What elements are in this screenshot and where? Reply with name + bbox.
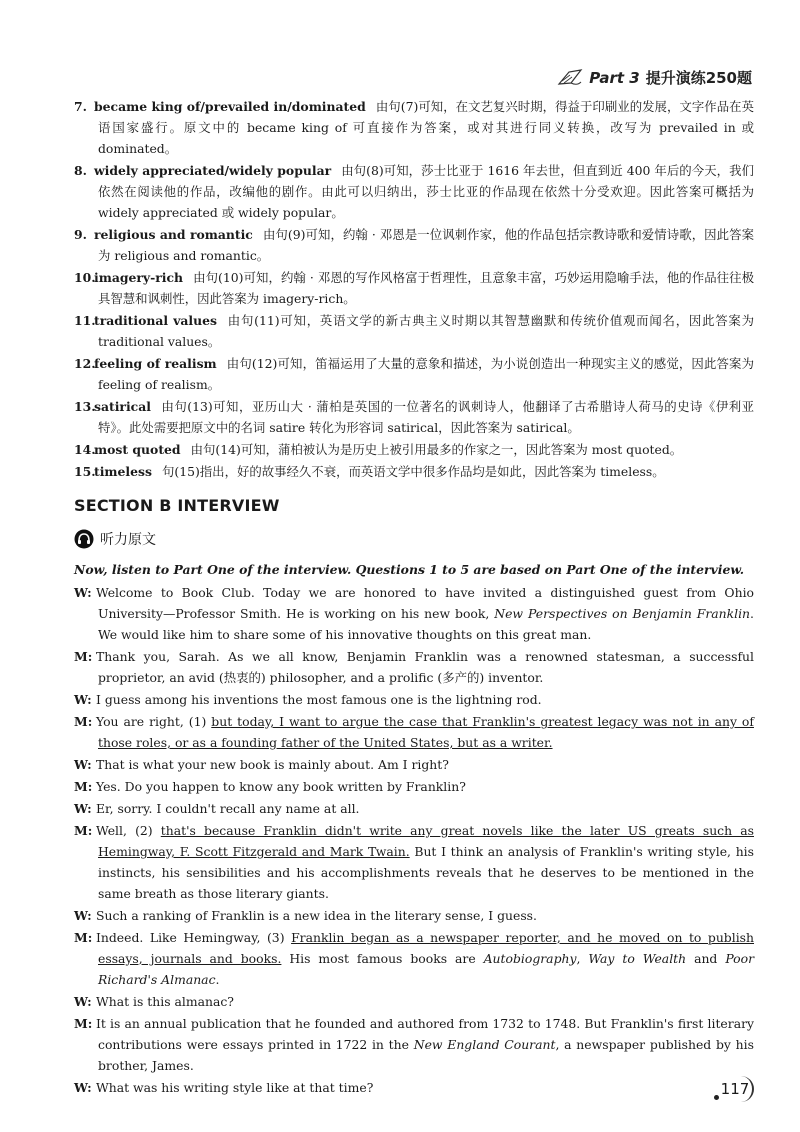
dialogue-line bbox=[74, 1013, 754, 1076]
speaker-label: M: bbox=[74, 930, 93, 945]
dialogue-text: Er, sorry. I couldn't recall any name at all. bbox=[96, 801, 360, 816]
answer-item bbox=[74, 96, 754, 159]
dialogue-line bbox=[74, 754, 754, 775]
answer-item bbox=[74, 267, 754, 309]
speaker-label: W: bbox=[74, 757, 92, 772]
page-header bbox=[557, 66, 752, 88]
answer-key: imagery-rich bbox=[94, 270, 184, 285]
dialogue-line bbox=[74, 927, 754, 990]
page-number-text: 117 bbox=[720, 1080, 750, 1098]
dialogue-line bbox=[74, 689, 754, 710]
dialogue-text: That is what your new book is mainly about. Am I right? bbox=[96, 757, 449, 772]
dialogue-text: Yes. Do you happen to know any book written by Franklin? bbox=[96, 779, 466, 794]
answer-number: 12. bbox=[74, 356, 96, 371]
dialogue-text: I guess among his inventions the most famous one is the lightning rod. bbox=[96, 692, 542, 707]
header-title-text: 提升演练250题 bbox=[645, 68, 752, 87]
dialogue-text: It is an annual publication that he founded and authored from 1732 to 1748. But Franklin's first literary contributions were essays printed in 1722 in the bbox=[96, 1016, 754, 1052]
dialogue-text: Welcome to Book Club. Today we are honored to have invited a distinguished guest from Ohio University—Professor Smith. He is working on his new book, bbox=[96, 585, 754, 621]
book-title: Poor Richard's Almanac bbox=[98, 951, 754, 987]
dialogue-text: Thank you, Sarah. As we all know, Benjamin Franklin was a renowned statesman, a successful proprietor, an avid (热衷的) philosopher, and a prolific (多产的) inventor. bbox=[96, 649, 754, 685]
answer-explanation: 由句(8)可知，莎士比亚于 1616 年去世，但直到近 400 年后的今天，我们依然在阅读他的作品，改编他的剧作。由此可以归纳出，莎士比亚的作品现在依然十分受欢迎。因此答案可概括为 widely appreciated 或 widely popular。 bbox=[98, 163, 754, 220]
dialogue-text: Such a ranking of Franklin is a new idea in the literary sense, I guess. bbox=[96, 908, 537, 923]
answer-explanation: 由句(12)可知，笛福运用了大量的意象和描述，为小说创造出一种现实主义的感觉，因此答案为 feeling of realism。 bbox=[98, 356, 754, 392]
instruction-text: Now, listen to Part One of the interview. Questions 1 to 5 are based on Part One of the interview. bbox=[74, 562, 745, 577]
answer-key: traditional values bbox=[94, 313, 217, 328]
dialogue-text: But I think an analysis of Franklin's writing style, his instincts, his sensibilities and his accomplishments reveals that he deserves to be mentioned in the same breath as those literary giants. bbox=[98, 844, 754, 901]
book-title: Autobiography bbox=[483, 951, 577, 966]
dialogue-line bbox=[74, 905, 754, 926]
headphones-icon bbox=[74, 529, 94, 549]
answer-item bbox=[74, 439, 754, 460]
answer-explanation: 由句(7)可知，在文艺复兴时期，得益于印刷业的发展，文字作品在英语国家盛行。原文中的 became king of 可直接作为答案，或对其进行同义转换，改写为 prevailed in 或 dominated。 bbox=[98, 99, 754, 156]
answer-item bbox=[74, 310, 754, 352]
speaker-label: W: bbox=[74, 692, 92, 707]
dialogue-line bbox=[74, 798, 754, 819]
dialogue-line bbox=[74, 711, 754, 753]
speaker-label: M: bbox=[74, 649, 93, 664]
speaker-label: W: bbox=[74, 585, 92, 600]
answer-key: became king of/prevailed in/dominated bbox=[94, 99, 366, 114]
dialogue-text: Well, (2) bbox=[96, 823, 161, 838]
answer-item bbox=[74, 396, 754, 438]
answer-item bbox=[74, 224, 754, 266]
speaker-label: W: bbox=[74, 994, 92, 1009]
answer-key: widely appreciated/widely popular bbox=[94, 163, 332, 178]
speaker-label: M: bbox=[74, 714, 93, 729]
answer-number: 11. bbox=[74, 313, 96, 328]
answer-number: 13. bbox=[74, 399, 96, 414]
transcript-heading bbox=[74, 529, 754, 549]
answer-item bbox=[74, 160, 754, 223]
header-part: Part 3 bbox=[589, 68, 640, 87]
answer-number: 8. bbox=[74, 163, 87, 178]
answer-explanation: 由句(10)可知，约翰 · 邓恩的写作风格富于哲理性，且意象丰富，巧妙运用隐喻手法，他的作品往往极具智慧和讽刺性，因此答案为 imagery-rich。 bbox=[98, 270, 754, 306]
speaker-label: W: bbox=[74, 801, 92, 816]
underlined-answer: but today, I want to argue the case that Franklin's greatest legacy was not in any of those roles, or as a founding father of the United States, but as a writer. bbox=[98, 714, 754, 750]
answer-key: most quoted bbox=[94, 442, 181, 457]
underlined-answer: that's because Franklin didn't write any great novels like the later US greats such as Hemingway, F. Scott Fitzgerald and Mark Twain. bbox=[98, 823, 754, 859]
header-title bbox=[589, 67, 752, 88]
dialogue-line bbox=[74, 646, 754, 688]
speaker-label: M: bbox=[74, 823, 93, 838]
dialogue-line bbox=[74, 820, 754, 904]
book-title: Way to Wealth bbox=[588, 951, 687, 966]
answer-key: timeless bbox=[94, 464, 152, 479]
speaker-label: W: bbox=[74, 908, 92, 923]
answer-key: feeling of realism bbox=[94, 356, 217, 371]
speaker-label: M: bbox=[74, 1016, 93, 1031]
section-title: SECTION B INTERVIEW bbox=[74, 496, 280, 515]
dialogue-text: What is this almanac? bbox=[96, 994, 234, 1009]
speaker-label: W: bbox=[74, 1080, 92, 1095]
dialogue-line bbox=[74, 991, 754, 1012]
answer-explanation: 由句(14)可知，蒲柏被认为是历史上被引用最多的作家之一，因此答案为 most quoted。 bbox=[190, 442, 683, 457]
dialogue-text: , bbox=[576, 951, 589, 966]
dialogue-line bbox=[74, 1077, 754, 1098]
answer-number: 7. bbox=[74, 99, 87, 114]
answer-number: 14. bbox=[74, 442, 96, 457]
page-number bbox=[718, 1076, 754, 1102]
answer-explanation: 由句(9)可知，约翰 · 邓恩是一位讽刺作家，他的作品包括宗教诗歌和爱情诗歌，因此答案为 religious and romantic。 bbox=[98, 227, 754, 263]
dialogue-line bbox=[74, 776, 754, 797]
page-number-dot bbox=[714, 1095, 719, 1100]
answer-item bbox=[74, 353, 754, 395]
answer-key: satirical bbox=[94, 399, 151, 414]
speaker-label: M: bbox=[74, 779, 93, 794]
answer-item bbox=[74, 461, 754, 482]
dialogue-text: . We would like him to share some of his innovative thoughts on this great man. bbox=[98, 606, 754, 642]
page-content bbox=[74, 96, 754, 1099]
dialogue-text: , a newspaper published by his brother, James. bbox=[98, 1037, 754, 1073]
dialogue-text: . bbox=[215, 972, 220, 987]
dialogue-text: and bbox=[686, 951, 726, 966]
newspaper-title: New England Courant bbox=[413, 1037, 556, 1052]
answer-number: 10. bbox=[74, 270, 96, 285]
dialogue-text: You are right, (1) bbox=[96, 714, 212, 729]
answer-key: religious and romantic bbox=[94, 227, 253, 242]
answer-explanation: 由句(11)可知，英语文学的新古典主义时期以其智慧幽默和传统价值观而闻名，因此答案为 traditional values。 bbox=[98, 313, 754, 349]
dialogue-text: Indeed. Like Hemingway, (3) bbox=[96, 930, 292, 945]
dialogue-line bbox=[74, 582, 754, 645]
book-logo-icon bbox=[557, 66, 583, 88]
answer-explanation: 由句(13)可知，亚历山大 · 蒲柏是英国的一位著名的讽刺诗人，他翻译了古希腊诗人荷马的史诗《伊利亚特》。此处需要把原文中的名词 satire 转化为形容词 satirical，因此答案为 satirical。 bbox=[98, 399, 754, 435]
dialogue-text: What was his writing style like at that time? bbox=[96, 1080, 374, 1095]
answer-number: 15. bbox=[74, 464, 96, 479]
underlined-answer: Franklin began as a newspaper reporter, and he moved on to publish essays, journals and books. bbox=[98, 930, 755, 966]
dialogue-text: His most famous books are bbox=[281, 951, 484, 966]
transcript-heading-text: 听力原文 bbox=[100, 532, 156, 548]
answer-list bbox=[74, 96, 754, 482]
book-title: New Perspectives on Benjamin Franklin bbox=[494, 606, 751, 621]
answer-explanation: 句(15)指出，好的故事经久不衰，而英语文学中很多作品均是如此，因此答案为 timeless。 bbox=[161, 464, 665, 479]
answer-number: 9. bbox=[74, 227, 87, 242]
